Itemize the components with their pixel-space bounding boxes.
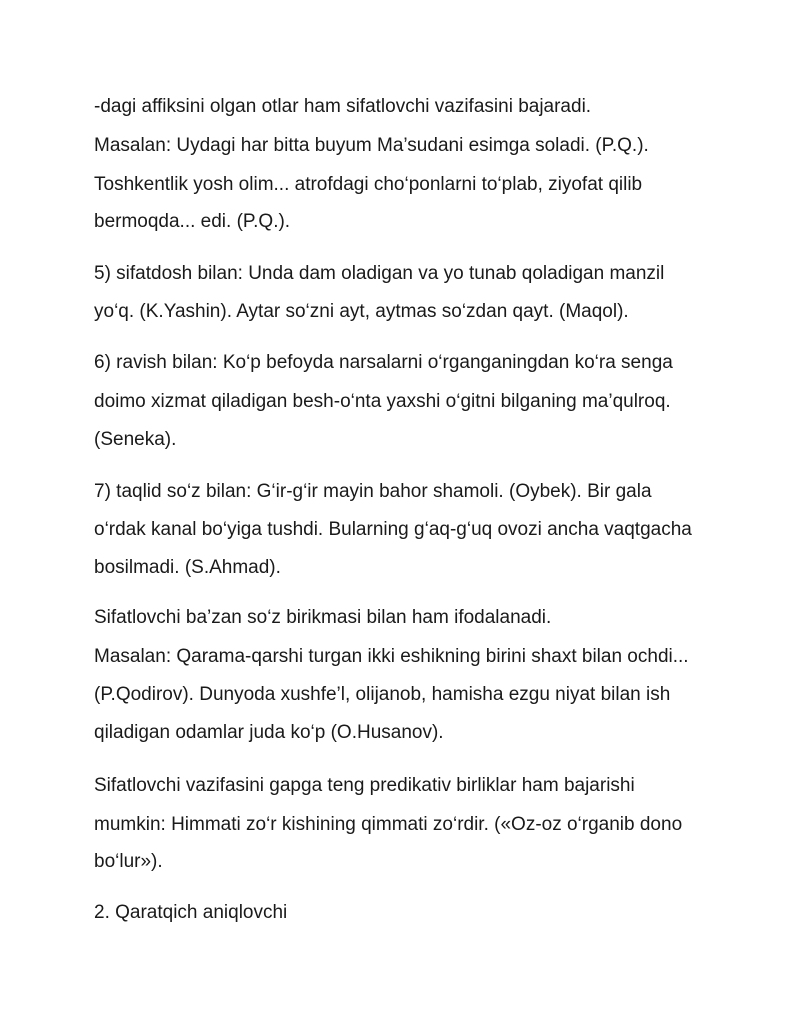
text-line: bo‘lur»).	[94, 851, 163, 872]
text-line: qiladigan odamlar juda ko‘p (O.Husanov).	[94, 722, 444, 743]
text-line: (P.Qodirov). Dunyoda xushfe’l, olijanob, hamisha ezgu niyat bilan ish	[94, 684, 671, 705]
text-line: o‘rdak kanal bo‘yiga tushdi. Bularning g‘aq-g‘uq ovozi ancha vaqtgacha	[94, 519, 692, 540]
text-line: bermoqda... edi. (P.Q.).	[94, 211, 291, 232]
text-line: Masalan: Uydagi har bitta buyum Ma’sudani esimga soladi. (P.Q.).	[94, 135, 649, 156]
text-line: 5) sifatdosh bilan: Unda dam oladigan va yo tunab qoladigan manzil	[94, 263, 665, 284]
text-line: 7) taqlid so‘z bilan: G‘ir-g‘ir mayin bahor shamoli. (Oybek). Bir gala	[94, 481, 652, 502]
text-line: bosilmadi. (S.Ahmad).	[94, 557, 281, 578]
text-line: Sifatlovchi vazifasini gapga teng predikativ birliklar ham bajarishi	[94, 775, 635, 796]
section-heading: 2. Qaratqich aniqlovchi	[94, 902, 288, 923]
text-line: -dagi affiksini olgan otlar ham sifatlovchi vazifasini bajaradi.	[94, 96, 592, 117]
text-line: (Seneka).	[94, 429, 177, 450]
text-line: doimo xizmat qiladigan besh-o‘nta yaxshi o‘gitni bilganing ma’qulroq.	[94, 391, 671, 412]
text-line: yo‘q. (K.Yashin). Aytar so‘zni ayt, aytmas so‘zdan qayt. (Maqol).	[94, 301, 629, 322]
text-line: mumkin: Himmati zo‘r kishining qimmati zo‘rdir. («Oz-oz o‘rganib dono	[94, 814, 683, 835]
text-line: Toshkentlik yosh olim... atrofdagi cho‘ponlarni to‘plab, ziyofat qilib	[94, 174, 643, 195]
text-line: 6) ravish bilan: Ko‘p befoyda narsalarni o‘rganganingdan ko‘ra senga	[94, 352, 673, 373]
text-line: Masalan: Qarama-qarshi turgan ikki eshikning birini shaxt bilan ochdi...	[94, 646, 689, 667]
text-line: Sifatlovchi ba’zan so‘z birikmasi bilan ham ifodalanadi.	[94, 607, 552, 628]
